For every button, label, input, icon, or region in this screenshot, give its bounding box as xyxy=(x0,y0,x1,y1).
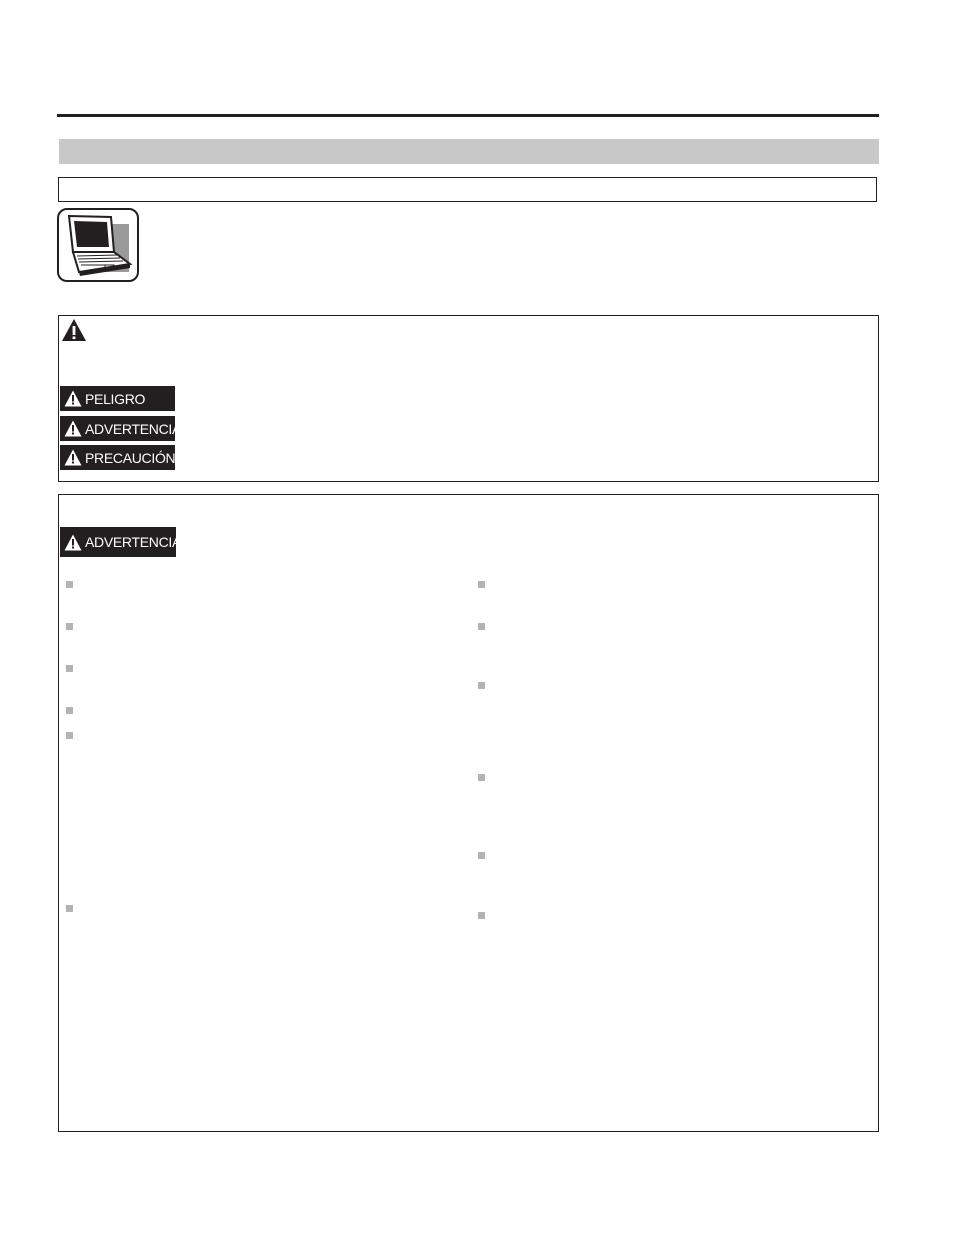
warning-triangle-icon xyxy=(64,449,82,466)
list-item-bullet xyxy=(478,682,485,689)
list-item-bullet xyxy=(478,774,485,781)
warning-triangle-icon xyxy=(64,390,82,407)
warning-triangle-icon xyxy=(61,318,87,342)
laptop-icon xyxy=(57,208,139,282)
caution-signal-text: PRECAUCIÓN xyxy=(85,449,176,466)
list-item-bullet xyxy=(66,581,73,588)
list-item-bullet xyxy=(478,581,485,588)
list-item-bullet xyxy=(66,623,73,630)
warning-signal-text: ADVERTENCIA xyxy=(85,420,182,437)
list-item-bullet xyxy=(66,707,73,714)
warning-section-label xyxy=(60,527,182,557)
warning-triangle-icon xyxy=(64,534,82,551)
list-item-bullet xyxy=(66,665,73,672)
caution-signal-label xyxy=(60,445,175,470)
safety-symbol-box xyxy=(58,315,879,482)
warning-triangle-icon xyxy=(64,420,82,437)
list-item-bullet xyxy=(478,912,485,919)
subsection-header-bar xyxy=(58,177,877,202)
warning-signal-label xyxy=(60,416,182,441)
danger-signal-label xyxy=(60,386,175,411)
list-item-bullet xyxy=(66,732,73,739)
warning-section-text: ADVERTENCIA xyxy=(85,534,182,550)
list-item-bullet xyxy=(478,852,485,859)
list-item-bullet xyxy=(66,905,73,912)
danger-signal-text: PELIGRO xyxy=(85,390,146,407)
list-item-bullet xyxy=(478,623,485,630)
warning-instructions-box xyxy=(58,494,879,1132)
top-rule xyxy=(57,114,879,117)
section-header-band xyxy=(59,139,879,164)
